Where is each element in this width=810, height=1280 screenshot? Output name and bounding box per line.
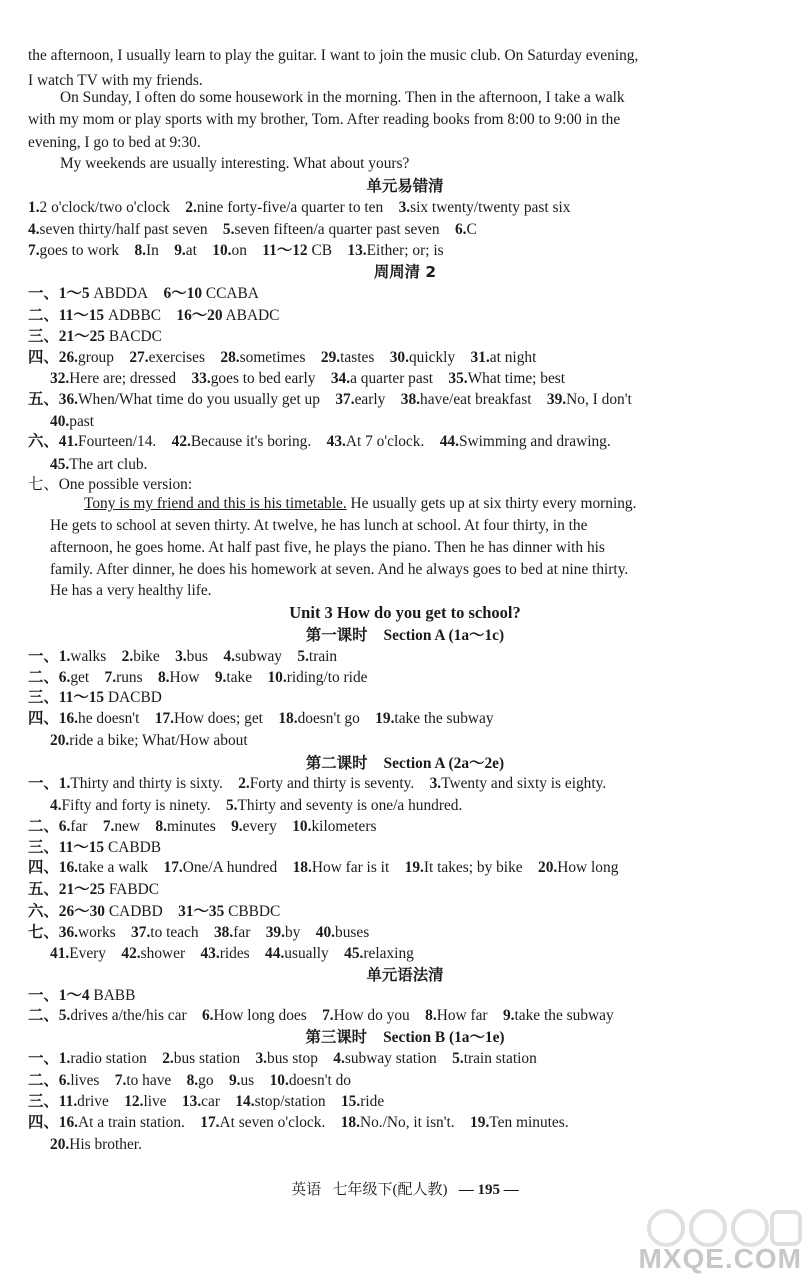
answer-number: 8. <box>157 669 170 686</box>
answer-text: Forty and thirty is seventy. <box>249 775 415 792</box>
answer-number: 38. <box>400 391 420 408</box>
answer-text: tastes <box>340 349 375 366</box>
answer-text: bus station <box>173 1050 241 1067</box>
answer-text: car <box>201 1093 220 1110</box>
answer-number: 3. <box>175 648 187 665</box>
answer-number: 42. <box>121 945 141 962</box>
answer-text: How long does <box>213 1007 307 1024</box>
answer-text: His brother. <box>69 1136 142 1153</box>
answer-number: 39. <box>546 391 567 408</box>
answer-text: doesn't go <box>297 710 360 727</box>
answer-number: 30. <box>389 349 409 366</box>
answer-text: stop/station <box>254 1093 326 1110</box>
answer-number: 38. <box>213 924 234 941</box>
answer-row <box>28 198 570 218</box>
answer-number: 17. <box>200 1114 220 1131</box>
answer-number: 39. <box>265 924 285 941</box>
answer-number: 20. <box>538 859 558 876</box>
answer-text: ride <box>360 1093 385 1110</box>
answer-text: quickly <box>408 349 456 366</box>
answer-number: 2. <box>121 648 134 665</box>
answer-text: Swimming and drawing. <box>458 433 611 450</box>
lesson-title-cn: 第二课时 <box>305 754 368 772</box>
answer-number: 8. <box>186 1072 199 1089</box>
answer-number: 7. <box>322 1007 334 1024</box>
answer-row <box>28 220 477 240</box>
answer-row <box>28 432 611 452</box>
answer-number: 2. <box>238 775 250 792</box>
answer-number: 37. <box>131 924 151 941</box>
answer-text: How <box>169 669 200 686</box>
page-footer <box>0 1180 810 1200</box>
answer-row <box>28 306 279 326</box>
section-title: 单元易错清 <box>366 177 444 195</box>
answer-number: 三、11～15 <box>28 839 105 856</box>
answer-number: 5. <box>222 221 235 238</box>
answer-number: 2. <box>162 1050 174 1067</box>
answer-number: 五、21～25 <box>28 881 105 898</box>
answer-number: 4. <box>28 221 40 238</box>
answer-text: at night <box>489 349 537 366</box>
answer-text: train <box>308 648 338 665</box>
answer-text: Twenty and sixty is eighty. <box>441 775 607 792</box>
answer-text: ride a bike; What/How about <box>69 732 248 749</box>
answer-number: 3. <box>398 199 411 216</box>
essay-label: 七、One possible version: <box>28 476 193 493</box>
lesson-title <box>0 753 810 774</box>
answer-number: 5. <box>452 1050 464 1067</box>
answer-text: Here are; dressed <box>69 370 177 387</box>
answer-number: 31～35 <box>178 903 225 920</box>
lesson-title-cn: 第一课时 <box>305 626 368 644</box>
answer-number: 4. <box>223 648 235 665</box>
essay-line <box>84 494 636 514</box>
answer-text: early <box>354 391 386 408</box>
answer-row <box>50 412 94 432</box>
answer-text: It takes; by bike <box>423 859 523 876</box>
answer-number: 一、1. <box>28 648 71 665</box>
answer-text: runs <box>116 669 143 686</box>
answer-text: usually <box>284 945 329 962</box>
answer-text: One/A hundred <box>182 859 278 876</box>
answer-text: CB <box>307 242 333 259</box>
answer-number: 17. <box>163 859 183 876</box>
answer-text: group <box>78 349 114 366</box>
answer-text: At seven o'clock. <box>219 1114 326 1131</box>
answer-number: 四、16. <box>28 1114 79 1131</box>
answer-number: 45. <box>50 456 70 473</box>
answer-number: 28. <box>220 349 240 366</box>
answer-text: No, I don't <box>566 391 632 408</box>
answer-number: 7. <box>114 1072 127 1089</box>
answer-text: every <box>242 818 277 835</box>
answer-text: CCABA <box>202 285 259 302</box>
answer-number: 10. <box>212 242 232 259</box>
answer-number: 44. <box>439 433 459 450</box>
answer-number: 29. <box>320 349 341 366</box>
answer-number: 44. <box>265 945 285 962</box>
answer-text: Ten minutes. <box>489 1114 569 1131</box>
answer-number: 15. <box>340 1093 361 1110</box>
answer-text: kilometers <box>311 818 377 835</box>
answer-row <box>28 838 161 858</box>
essay-line: afternoon, he goes home. At half past five, he plays the piano. Then he has dinner with his <box>50 539 605 556</box>
answer-number: 四、26. <box>28 349 79 366</box>
answer-row <box>28 986 135 1006</box>
answer-number: 4. <box>50 797 62 814</box>
lesson-title <box>0 1027 810 1048</box>
answer-text: six twenty/twenty past six <box>410 199 571 216</box>
answer-text: At a train station. <box>78 1114 185 1131</box>
answer-text: 2 o'clock/two o'clock <box>39 199 170 216</box>
answer-text: DACBD <box>104 689 162 706</box>
answer-number: 13. <box>347 242 367 259</box>
answer-number: 9. <box>231 818 243 835</box>
essay-text: He usually gets up at six thirty every morning. <box>346 495 637 512</box>
answer-text: How do you <box>333 1007 410 1024</box>
answer-number: 20. <box>50 732 70 749</box>
answer-text: drives a/the/his car <box>70 1007 187 1024</box>
answer-number: 10. <box>292 818 312 835</box>
footer-subject: 英语 <box>291 1182 322 1198</box>
answer-text: Thirty and seventy is one/a hundred. <box>237 797 463 814</box>
passage-line: On Sunday, I often do some housework in the morning. Then in the afternoon, I take a walk <box>60 89 625 106</box>
answer-text: No./No, it isn't. <box>359 1114 455 1131</box>
answer-row <box>50 369 565 389</box>
answer-number: 1. <box>28 199 40 216</box>
answer-row <box>28 1113 569 1133</box>
answer-text: Thirty and thirty is sixty. <box>70 775 223 792</box>
answer-text: radio station <box>70 1050 147 1067</box>
answer-number: 19. <box>404 859 424 876</box>
answer-text: Fifty and forty is ninety. <box>61 797 211 814</box>
answer-number: 10. <box>269 1072 289 1089</box>
answer-number: 43. <box>200 945 220 962</box>
answer-text: works <box>78 924 116 941</box>
lesson-title-en: Section B (1a～1e) <box>383 1029 505 1046</box>
answer-text: sometimes <box>239 349 306 366</box>
answer-number: 45. <box>344 945 364 962</box>
answer-text: goes to work <box>39 242 120 259</box>
answer-text: bike <box>133 648 160 665</box>
answer-text: CADBD <box>104 903 163 920</box>
answer-number: 6. <box>454 221 467 238</box>
answer-text: ADBBC <box>104 307 161 324</box>
answer-number: 17. <box>154 710 175 727</box>
answer-number: 37. <box>335 391 355 408</box>
answer-text: subway <box>234 648 282 665</box>
answer-number: 三、21～25 <box>28 328 105 345</box>
answer-text: The art club. <box>69 456 148 473</box>
essay-line: family. After dinner, he does his homework at seven. And he always goes to bed at nine thirty. <box>50 561 629 578</box>
answer-number: 33. <box>191 370 211 387</box>
answer-text: In <box>146 242 159 259</box>
answer-text: buses <box>335 924 370 941</box>
answer-number: 14. <box>235 1093 255 1110</box>
answer-text: a quarter past <box>350 370 433 387</box>
answer-number: 一、1. <box>28 775 71 792</box>
answer-text: How far <box>436 1007 488 1024</box>
answer-number: 三、11. <box>28 1093 78 1110</box>
answer-number: 12. <box>124 1093 144 1110</box>
answer-number: 8. <box>155 818 167 835</box>
unit-title: Unit 3 How do you get to school? <box>289 603 521 622</box>
answer-number: 六、26～30 <box>28 903 105 920</box>
answer-number: 42. <box>171 433 191 450</box>
essay-line: He gets to school at seven thirty. At twelve, he has lunch at school. At four thirty, in the <box>50 517 588 534</box>
answer-number: 一、1～5 <box>28 285 90 302</box>
answer-text: at <box>185 242 197 259</box>
answer-number: 一、1. <box>28 1050 71 1067</box>
answer-text: At 7 o'clock. <box>345 433 425 450</box>
answer-number: 9. <box>228 1072 241 1089</box>
answer-number: 20. <box>50 1136 70 1153</box>
answer-row <box>28 1049 537 1069</box>
answer-text: C <box>466 221 477 238</box>
answer-number: 43. <box>326 433 346 450</box>
answer-text: Fourteen/14. <box>78 433 157 450</box>
answer-text: lives <box>70 1072 100 1089</box>
answer-text: Every <box>69 945 106 962</box>
passage-line: with my mom or play sports with my brother, Tom. After reading books from 8:00 to 9:00 in the <box>28 111 621 128</box>
passage-line: the afternoon, I usually learn to play the guitar. I want to join the music club. On Saturday evening, <box>28 47 639 64</box>
answer-number: 34. <box>330 370 351 387</box>
answer-row <box>50 944 414 964</box>
answer-row <box>50 796 462 816</box>
watermark-text: MXQE.COM <box>638 1243 802 1274</box>
answer-text: by <box>284 924 301 941</box>
answer-text: have/eat breakfast <box>420 391 532 408</box>
answer-row <box>28 774 606 794</box>
answer-text: he doesn't <box>78 710 140 727</box>
answer-text: go <box>198 1072 214 1089</box>
answer-row <box>28 709 494 729</box>
answer-number: 31. <box>470 349 490 366</box>
answer-text: How does; get <box>174 710 263 727</box>
answer-number: 8. <box>134 242 146 259</box>
answer-text: seven fifteen/a quarter past seven <box>234 221 440 238</box>
answer-text: BABB <box>89 987 136 1004</box>
answer-row <box>28 688 162 708</box>
answer-text: How long <box>557 859 619 876</box>
answer-text: ABDDA <box>89 285 149 302</box>
answer-text: past <box>69 413 95 430</box>
answer-text: new <box>114 818 141 835</box>
answer-number: 二、6. <box>28 1072 71 1089</box>
answer-number: 二、11～15 <box>28 307 105 324</box>
answer-number: 18. <box>278 710 298 727</box>
answer-text: exercises <box>148 349 205 366</box>
answer-number: 四、16. <box>28 710 79 727</box>
answer-row <box>50 731 248 751</box>
passage-line: My weekends are usually interesting. What about yours? <box>60 155 410 172</box>
answer-row <box>28 348 536 368</box>
answer-row <box>28 1006 614 1026</box>
answer-text: live <box>143 1093 167 1110</box>
answer-number: 2. <box>185 199 197 216</box>
answer-number: 13. <box>181 1093 202 1110</box>
answer-text: on <box>231 242 247 259</box>
answer-number: 6～10 <box>163 285 203 302</box>
answer-number: 二、5. <box>28 1007 71 1024</box>
answer-number: 5. <box>225 797 238 814</box>
answer-number: 40. <box>50 413 70 430</box>
answer-text: take a walk <box>78 859 149 876</box>
answer-text: FABDC <box>104 881 159 898</box>
answer-number: 16～20 <box>176 307 223 324</box>
lesson-title-cn: 第三课时 <box>305 1028 368 1046</box>
answer-text: CBBDC <box>224 903 281 920</box>
answer-number: 七、36. <box>28 924 79 941</box>
answer-number: 3. <box>429 775 442 792</box>
answer-text: Because it's boring. <box>190 433 312 450</box>
answer-text: What time; best <box>467 370 566 387</box>
answer-text: far <box>233 924 251 941</box>
answer-number: 7. <box>28 242 40 259</box>
answer-number: 19. <box>470 1114 490 1131</box>
answer-number: 40. <box>315 924 335 941</box>
answer-text: When/What time do you usually get up <box>78 391 320 408</box>
answer-text: bus <box>186 648 209 665</box>
answer-number: 18. <box>340 1114 360 1131</box>
answer-text: walks <box>70 648 107 665</box>
answer-row <box>28 241 444 261</box>
answer-text: Either; or; is <box>366 242 444 259</box>
answer-number: 35. <box>448 370 468 387</box>
answer-number: 32. <box>50 370 70 387</box>
answer-number: 9. <box>502 1007 515 1024</box>
answer-text: minutes <box>166 818 216 835</box>
answer-number: 41. <box>50 945 70 962</box>
answer-number: 9. <box>214 669 227 686</box>
answer-text: seven thirty/half past seven <box>39 221 208 238</box>
answer-number: 一、1～4 <box>28 987 90 1004</box>
answer-number: 11～12 <box>262 242 308 259</box>
answer-text: train station <box>463 1050 537 1067</box>
answer-number: 7. <box>104 669 117 686</box>
answer-text: relaxing <box>363 945 414 962</box>
answer-row <box>50 1135 142 1155</box>
lesson-title-en: Section A (2a～2e) <box>383 755 505 772</box>
answer-text: goes to bed early <box>210 370 316 387</box>
answer-text: to have <box>126 1072 172 1089</box>
answer-text: to teach <box>150 924 199 941</box>
answer-number: 五、36. <box>28 391 79 408</box>
answer-row <box>28 923 369 943</box>
answer-row <box>28 817 376 837</box>
answer-row <box>28 858 618 878</box>
answer-text: nine forty-five/a quarter to ten <box>196 199 384 216</box>
answer-number: 4. <box>333 1050 345 1067</box>
lesson-title <box>0 625 810 646</box>
answer-number: 27. <box>129 349 149 366</box>
answer-number: 9. <box>174 242 186 259</box>
essay-topic-sentence: Tony is my friend and this is his timetable. <box>84 495 347 512</box>
passage-line: I watch TV with my friends. <box>28 72 203 89</box>
answer-number: 二、6. <box>28 669 71 686</box>
answer-text: subway station <box>344 1050 437 1067</box>
section-title: 周周清 2 <box>373 263 437 281</box>
answer-row <box>28 327 162 347</box>
answer-number: 3. <box>255 1050 267 1067</box>
answer-text: far <box>70 818 88 835</box>
section-title: 单元语法清 <box>366 966 444 984</box>
answer-number: 二、6. <box>28 818 71 835</box>
answer-number: 10. <box>267 669 287 686</box>
answer-text: bus stop <box>267 1050 318 1067</box>
answer-row <box>28 284 259 304</box>
answer-row <box>28 880 159 900</box>
answer-row <box>50 455 147 475</box>
answer-text: shower <box>140 945 186 962</box>
answer-row <box>28 668 367 688</box>
answer-number: 四、16. <box>28 859 79 876</box>
answer-number: 7. <box>102 818 115 835</box>
answer-number: 18. <box>292 859 312 876</box>
answer-number: 8. <box>425 1007 437 1024</box>
answer-row <box>28 390 632 410</box>
answer-row <box>28 902 280 922</box>
answer-number: 5. <box>297 648 309 665</box>
answer-text: drive <box>77 1093 109 1110</box>
answer-text: us <box>240 1072 255 1089</box>
answer-text: take the subway <box>514 1007 614 1024</box>
answer-row <box>28 1092 384 1112</box>
answer-text: take <box>226 669 253 686</box>
answer-text: doesn't do <box>288 1072 352 1089</box>
answer-row <box>28 1071 351 1091</box>
answer-text: rides <box>219 945 250 962</box>
essay-line: He has a very healthy life. <box>50 582 212 599</box>
lesson-title-en: Section A (1a～1c) <box>383 627 505 644</box>
answer-number: 19. <box>375 710 395 727</box>
answer-row <box>28 647 337 667</box>
answer-number: 6. <box>201 1007 214 1024</box>
answer-text: ABADC <box>222 307 280 324</box>
answer-text: CABDB <box>104 839 161 856</box>
footer-grade: 七年级下(配人教) <box>332 1182 448 1198</box>
answer-number: 六、41. <box>28 433 79 450</box>
answer-text: How far is it <box>311 859 390 876</box>
answer-text: get <box>70 669 90 686</box>
answer-text: riding/to ride <box>286 669 368 686</box>
answer-text: take the subway <box>394 710 494 727</box>
answer-text: BACDC <box>104 328 162 345</box>
footer-page-number: — 195 — <box>458 1182 519 1198</box>
passage-line: evening, I go to bed at 9:30. <box>28 134 201 151</box>
answer-number: 三、11～15 <box>28 689 105 706</box>
